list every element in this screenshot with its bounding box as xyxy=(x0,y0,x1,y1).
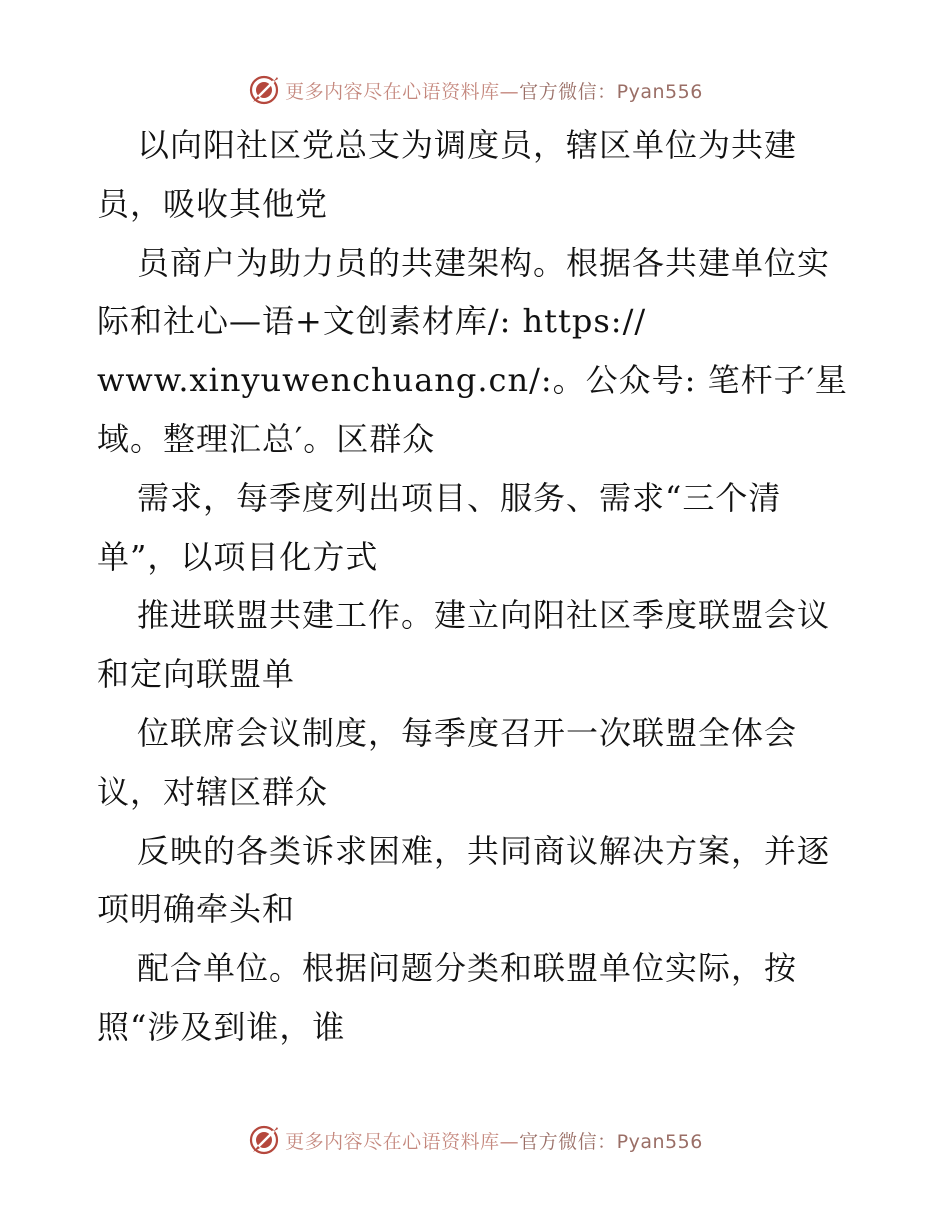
text-line: 照“涉及到谁，谁 xyxy=(97,1007,346,1046)
pen-logo-icon xyxy=(247,1123,281,1157)
header-banner-text xyxy=(285,77,703,104)
footer-banner-wechat: 官方微信：Pyan556 xyxy=(519,1130,703,1153)
text-line: 员，吸收其他党 xyxy=(97,184,329,223)
text-line: 单”，以项目化方式 xyxy=(97,537,379,576)
text-line: 需求，每季度列出项目、服务、需求“三个清 xyxy=(137,478,782,517)
text-line: 位联席会议制度，每季度召开一次联盟全体会 xyxy=(137,713,798,752)
text-line: 项明确牵头和 xyxy=(97,890,296,929)
text-line: 域。整理汇总′。区群众 xyxy=(97,419,436,458)
text-line: 员商户为助力员的共建架构。根据各共建单位实 xyxy=(137,243,831,282)
text-line: 推进联盟共建工作。建立向阳社区季度联盟会议 xyxy=(137,596,831,635)
text-line: 和定向联盟单 xyxy=(97,655,296,694)
text-line: 反映的各类诉求困难，共同商议解决方案，并逐 xyxy=(137,831,831,870)
header-banner-wechat: 官方微信：Pyan556 xyxy=(519,80,703,103)
text-line: 以向阳社区党总支为调度员，辖区单位为共建 xyxy=(137,126,798,164)
text-line: www.xinyuwenchuang.cn/:。公众号: 笔杆子′星 xyxy=(97,361,848,400)
document-body xyxy=(97,116,857,1057)
header-banner xyxy=(0,70,950,110)
footer-banner xyxy=(0,1120,950,1160)
header-banner-main: 更多内容尽在心语资料库— xyxy=(285,80,520,103)
text-line: 议，对辖区群众 xyxy=(97,772,329,811)
text-line: 配合单位。根据问题分类和联盟单位实际，按 xyxy=(137,949,798,988)
pen-logo-icon xyxy=(247,73,281,107)
footer-banner-main: 更多内容尽在心语资料库— xyxy=(285,1130,520,1153)
text-line: 际和社心—语+文创素材库/: https:// xyxy=(97,302,647,341)
footer-banner-text xyxy=(285,1127,703,1154)
